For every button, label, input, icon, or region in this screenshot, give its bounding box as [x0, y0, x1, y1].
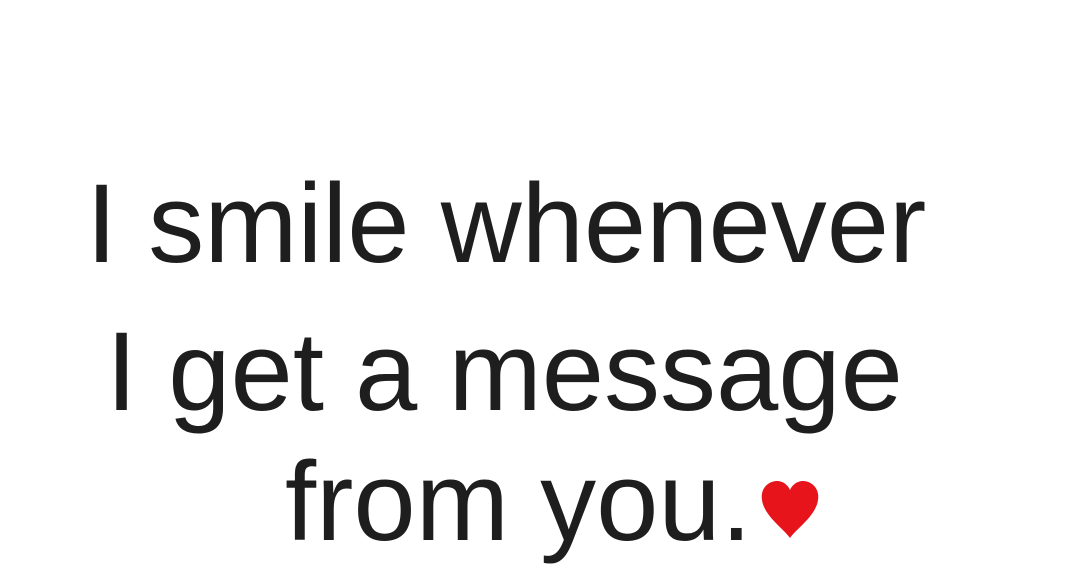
heart-icon-graphic: [758, 478, 822, 542]
quote-line-1: I smile whenever: [86, 161, 927, 286]
quote-line-3: [285, 439, 822, 564]
quote-line-3-text: from you.: [285, 439, 752, 564]
heart-icon: [758, 478, 822, 542]
quote-line-2: I get a message: [106, 309, 903, 434]
